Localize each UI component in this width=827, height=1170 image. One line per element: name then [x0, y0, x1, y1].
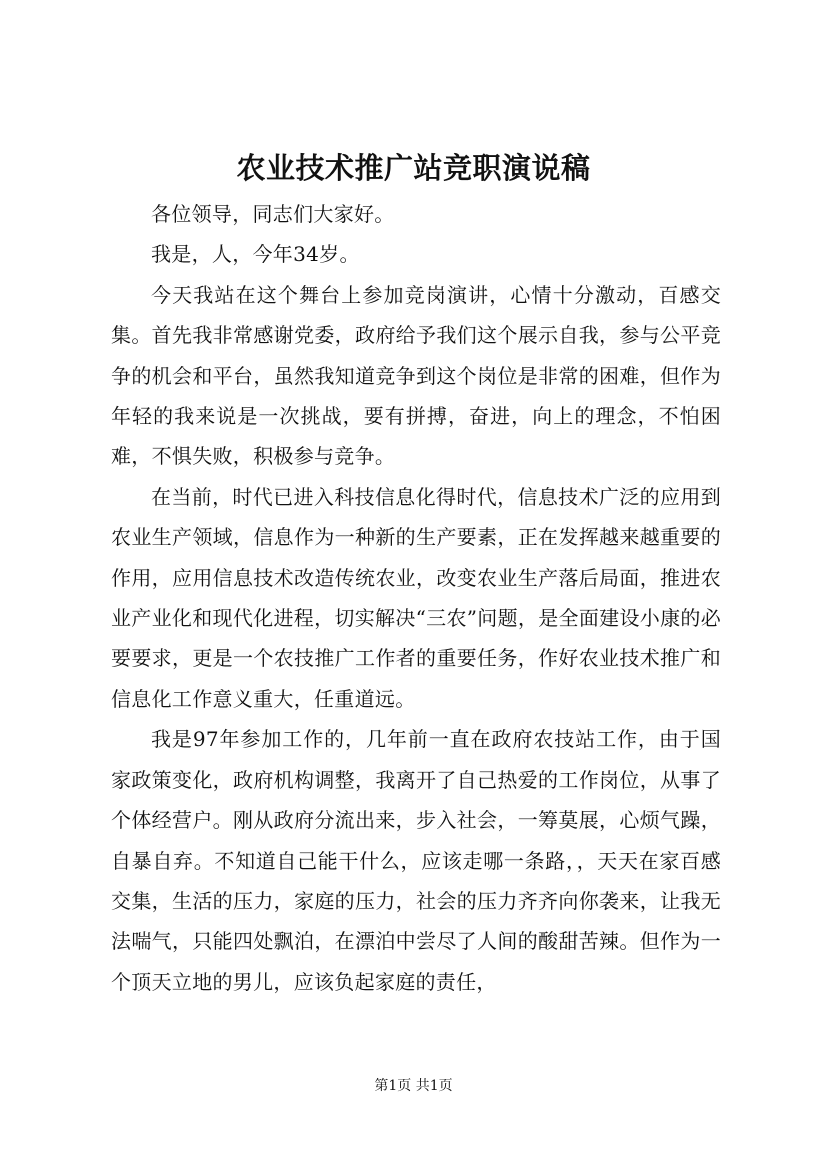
document-title: 农业技术推广站竞职演说稿: [236, 151, 591, 185]
paragraph-self-intro: 我是，人，今年34岁。: [151, 242, 360, 267]
paragraph-opening: 今天我站在这个舞台上参加竞岗演讲，心情十分激动，百感交集。首先我非常感谢党委，政府给予我们这个展示自我，参与公平竞争的机会和平台，虽然我知道竞争到这个岗位是非常的困难，但作为年轻的我来说是一次挑战，要有拼搏，奋进，向上的理念，不怕困难，不惧失败，积极参与竞争。: [111, 282, 721, 469]
paragraph-experience: 我是97年参加工作的，几年前一直在政府农技站工作，由于国家政策变化，政府机构调整，我离开了自己热爱的工作岗位，从事了个体经营户。刚从政府分流出来，步入社会，一筹莫展，心烦气躁，自暴自弃。不知道自己能干什么，应该走哪一条路，，天天在家百感交集，生活的压力，家庭的压力，社会的压力齐齐向你袭来，让我无法喘气，只能四处飘泊，在漂泊中尝尽了人间的酸甜苦辣。但作为一个顶天立地的男儿，应该负起家庭的责任，: [111, 727, 721, 994]
page-number-footer: 第1页 共1页: [374, 1078, 453, 1094]
paragraph-greeting: 各位领导，同志们大家好。: [151, 202, 395, 226]
paragraph-background: 在当前，时代已进入科技信息化得时代，信息技术广泛的应用到农业生产领域，信息作为一种新的生产要素，正在发挥越来越重要的作用，应用信息技术改造传统农业，改变农业生产落后局面，推进农业产业化和现代化进程，切实解决“三农”问题，是全面建设小康的必要要求，更是一个农技推广工作者的重要任务，作好农业技术推广和信息化工作意义重大，任重道远。: [111, 484, 721, 711]
document-body: [111, 194, 721, 1002]
